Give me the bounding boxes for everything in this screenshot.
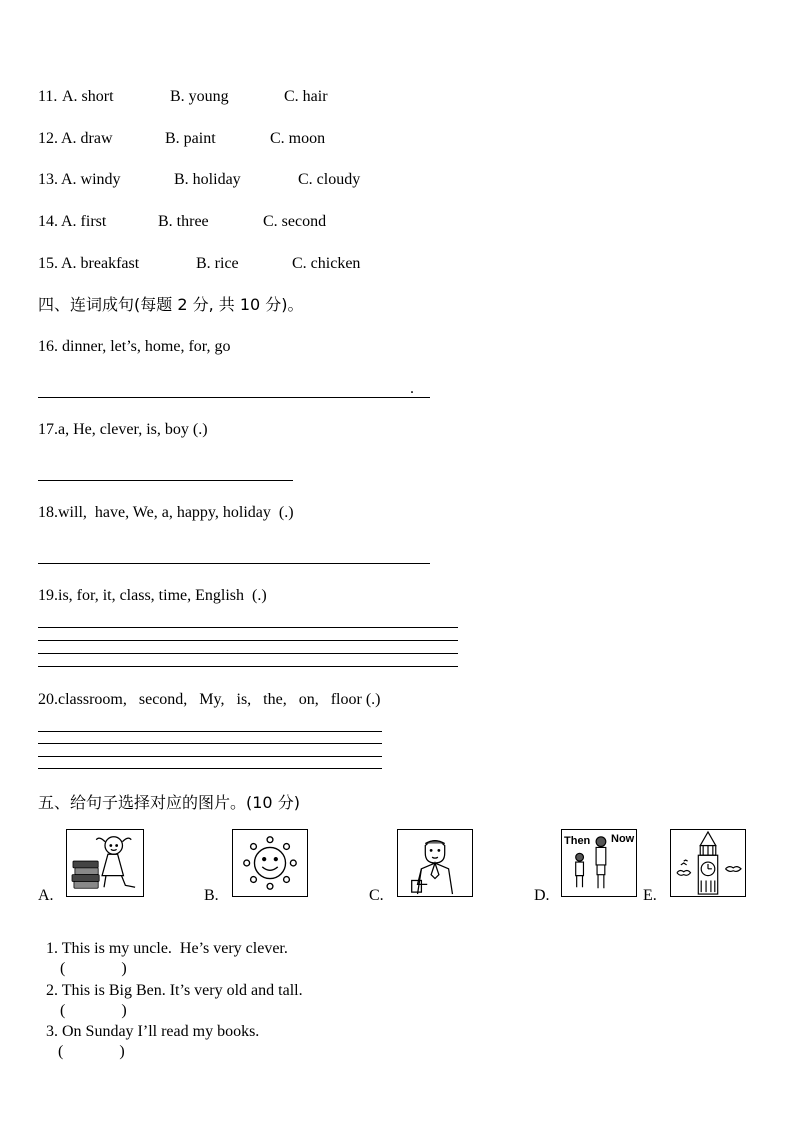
picture-label-d: D. bbox=[534, 887, 550, 904]
option-c: C. cloudy bbox=[298, 171, 361, 188]
mcq-number: 15. bbox=[38, 255, 58, 272]
open-paren: ( bbox=[60, 1002, 66, 1019]
option-c: C. second bbox=[263, 213, 327, 230]
picture-label-b: B. bbox=[204, 887, 219, 904]
sentence-text: 2. This is Big Ben. It’s very old and tall. bbox=[46, 982, 303, 999]
question-20: 20.classroom, second, My, is, the, on, floor (.) bbox=[38, 691, 381, 708]
mcq-number: 12. bbox=[38, 130, 58, 147]
option-a: A. draw bbox=[61, 130, 113, 147]
option-a: A. windy bbox=[61, 171, 121, 188]
option-a: A. breakfast bbox=[61, 255, 140, 272]
mcq-number: 11. bbox=[38, 88, 58, 105]
question-16: 16. dinner, let’s, home, for, go bbox=[38, 338, 231, 355]
option-c: C. chicken bbox=[292, 255, 361, 272]
option-c: C. moon bbox=[270, 130, 326, 147]
picture-label-c: C. bbox=[369, 887, 384, 904]
close-paren: ) bbox=[121, 960, 127, 977]
then-label: Then bbox=[564, 835, 591, 847]
sentence-text: 3. On Sunday I’ll read my books. bbox=[46, 1023, 260, 1040]
option-a: A. short bbox=[62, 88, 114, 105]
option-c: C. hair bbox=[284, 88, 328, 105]
close-paren: ) bbox=[121, 1002, 127, 1019]
then-now-boys-icon bbox=[561, 829, 637, 897]
question-19: 19.is, for, it, class, time, English (.) bbox=[38, 587, 267, 604]
option-b: B. rice bbox=[196, 255, 239, 272]
writing-line-3[interactable] bbox=[38, 756, 382, 757]
close-paren: ) bbox=[119, 1043, 125, 1060]
smiling-sun-icon bbox=[232, 829, 308, 897]
period-mark: . bbox=[410, 380, 414, 397]
writing-line-3[interactable] bbox=[38, 653, 458, 654]
sentence-text: 1. This is my uncle. He’s very clever. bbox=[46, 940, 288, 957]
option-b: B. three bbox=[158, 213, 209, 230]
writing-line-1[interactable] bbox=[38, 731, 382, 732]
picture-label-e: E. bbox=[643, 887, 657, 904]
option-b: B. paint bbox=[165, 130, 216, 147]
mcq-number: 13. bbox=[38, 171, 58, 188]
writing-line-1[interactable] bbox=[38, 627, 458, 628]
mcq-number: 14. bbox=[38, 213, 58, 230]
open-paren: ( bbox=[58, 1043, 64, 1060]
answer-line[interactable] bbox=[38, 480, 293, 481]
question-18: 18.will, have, We, a, happy, holiday (.) bbox=[38, 504, 294, 521]
section-5-title: 五、给句子选择对应的图片。(10 分) bbox=[38, 793, 300, 812]
answer-line[interactable] bbox=[38, 563, 430, 564]
question-17: 17.a, He, clever, is, boy (.) bbox=[38, 421, 208, 438]
girl-with-books-icon bbox=[66, 829, 144, 897]
open-paren: ( bbox=[60, 960, 66, 977]
man-in-suit-icon bbox=[397, 829, 473, 897]
answer-line[interactable] bbox=[38, 397, 430, 398]
sentence-3 bbox=[38, 1002, 259, 1062]
writing-line-4[interactable] bbox=[38, 768, 382, 769]
section-4-title: 四、连词成句(每题 2 分, 共 10 分)。 bbox=[38, 295, 304, 314]
picture-label-a: A. bbox=[38, 887, 54, 904]
writing-line-2[interactable] bbox=[38, 743, 382, 744]
option-a: A. first bbox=[61, 213, 107, 230]
option-b: B. holiday bbox=[174, 171, 241, 188]
big-ben-icon bbox=[670, 829, 746, 897]
writing-line-4[interactable] bbox=[38, 666, 458, 667]
option-b: B. young bbox=[170, 88, 229, 105]
writing-line-2[interactable] bbox=[38, 640, 458, 641]
now-label: Now bbox=[611, 833, 635, 845]
